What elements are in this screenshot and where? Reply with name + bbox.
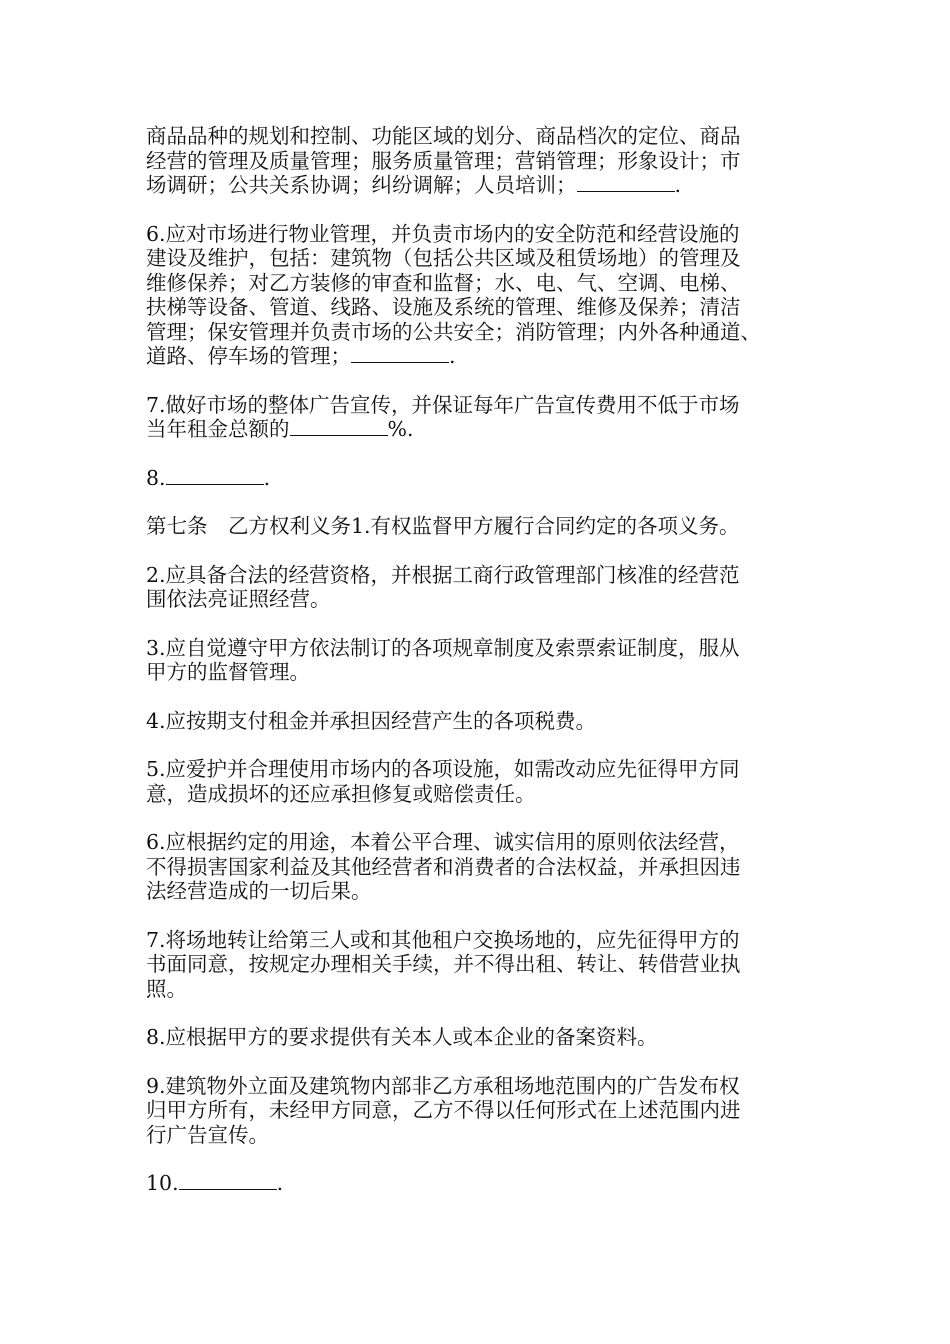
paragraph-text: 3.应自觉遵守甲方依法制订的各项规章制度及索票索证制度，服从 [146,635,740,660]
document-paragraph [146,466,836,491]
paragraph-text: 归甲方所有，未经甲方同意，乙方不得以任何形式在上述范围内进 [146,1098,741,1122]
paragraph-line [146,514,836,539]
paragraph-line [146,782,836,807]
paragraph-text: 8. [146,465,166,490]
paragraph-line [146,124,836,149]
paragraph-text: 10. [146,1171,179,1195]
paragraph-line [146,295,836,320]
paragraph-text: 书面同意，按规定办理相关手续，并不得出租、转让、转借营业执 [146,952,741,976]
paragraph-line [146,830,836,855]
paragraph-line [146,879,836,904]
paragraph-line [146,952,836,977]
paragraph-line [146,1171,836,1196]
paragraph-line [146,1074,836,1099]
paragraph-line [146,1098,836,1123]
fill-in-blank [577,173,675,192]
paragraph-line [146,636,836,661]
fill-in-blank [351,344,449,363]
paragraph-text: 管理；保安管理并负责市场的公共安全；消防管理；内外各种通道、 [146,319,761,344]
paragraph-text: 维修保养；对乙方装修的审查和监督；水、电、气、空调、电梯、 [146,270,741,295]
paragraph-text: 7.将场地转让给第三人或和其他租户交换场地的，应先征得甲方的 [146,927,740,952]
paragraph-text: 围依法亮证照经营。 [146,587,331,611]
document-paragraph [146,563,836,612]
paragraph-text: 6.应根据约定的用途，本着公平合理、诚实信用的原则依法经营， [146,830,740,854]
paragraph-line [146,1025,836,1050]
document-paragraph [146,222,836,369]
document-paragraph [146,928,836,1002]
paragraph-line [146,320,836,345]
paragraph-line [146,466,836,491]
paragraph-line [146,246,836,271]
paragraph-text: 9.建筑物外立面及建筑物内部非乙方承租场地范围内的广告发布权 [146,1073,740,1098]
paragraph-line [146,222,836,247]
paragraph-text: 场调研；公共关系协调；纠纷调解；人员培训； [146,173,577,197]
paragraph-line [146,563,836,588]
paragraph-line [146,1123,836,1148]
paragraph-text: 8.应根据甲方的要求提供有关本人或本企业的备案资料。 [146,1025,658,1049]
fill-in-blank [166,466,264,485]
document-paragraph [146,830,836,904]
paragraph-text: 扶梯等设备、管道、线路、设施及系统的管理、维修及保养；清洁 [146,295,741,319]
paragraph-text: 7.做好市场的整体广告宣传，并保证每年广告宣传费用不低于市场 [146,392,740,417]
document-paragraph [146,514,836,539]
document-body [146,124,836,1220]
paragraph-line [146,855,836,880]
paragraph-line [146,977,836,1002]
document-paragraph [146,636,836,685]
paragraph-text: 当年租金总额的 [146,417,290,441]
blank-suffix: %. [387,417,414,441]
document-paragraph [146,393,836,442]
fill-in-blank [290,417,388,436]
paragraph-text: 甲方的监督管理。 [146,660,310,684]
paragraph-text: 照。 [146,976,187,1001]
blank-suffix: . [674,173,682,197]
paragraph-text: 建设及维护，包括：建筑物（包括公共区域及租赁场地）的管理及 [146,246,741,270]
document-paragraph [146,1074,836,1148]
blank-suffix: . [276,1171,284,1195]
paragraph-line [146,709,836,734]
document-paragraph [146,124,836,198]
paragraph-line [146,271,836,296]
paragraph-text: 6.应对市场进行物业管理，并负责市场内的安全防范和经营设施的 [146,221,740,246]
paragraph-line [146,757,836,782]
paragraph-text: 经营的管理及质量管理；服务质量管理；营销管理；形象设计；市 [146,148,741,173]
paragraph-text: 不得损害国家利益及其他经营者和消费者的合法权益，并承担因违 [146,854,741,879]
paragraph-text: 4.应按期支付租金并承担因经营产生的各项税费。 [146,708,597,733]
fill-in-blank [179,1171,277,1190]
document-paragraph [146,1171,836,1196]
paragraph-text: 第七条 乙方权利义务1.有权监督甲方履行合同约定的各项义务。 [146,514,740,538]
paragraph-text: 法经营造成的一切后果。 [146,879,372,903]
paragraph-text: 意，造成损坏的还应承担修复或赔偿责任。 [146,781,536,806]
paragraph-text: 行广告宣传。 [146,1122,269,1147]
paragraph-text: 2.应具备合法的经营资格，并根据工商行政管理部门核准的经营范 [146,562,740,587]
document-paragraph [146,709,836,734]
paragraph-line [146,660,836,685]
paragraph-line [146,393,836,418]
paragraph-line [146,344,836,369]
paragraph-line [146,417,836,442]
paragraph-line [146,149,836,174]
paragraph-text: 商品品种的规划和控制、功能区域的划分、商品档次的定位、商品 [146,124,741,148]
paragraph-text: 道路、停车场的管理； [146,344,351,368]
paragraph-line [146,928,836,953]
paragraph-line [146,173,836,198]
paragraph-text: 5.应爱护并合理使用市场内的各项设施，如需改动应先征得甲方同 [146,757,740,781]
blank-suffix: . [263,465,271,490]
blank-suffix: . [449,344,456,368]
document-paragraph [146,757,836,806]
paragraph-line [146,587,836,612]
document-paragraph [146,1025,836,1050]
